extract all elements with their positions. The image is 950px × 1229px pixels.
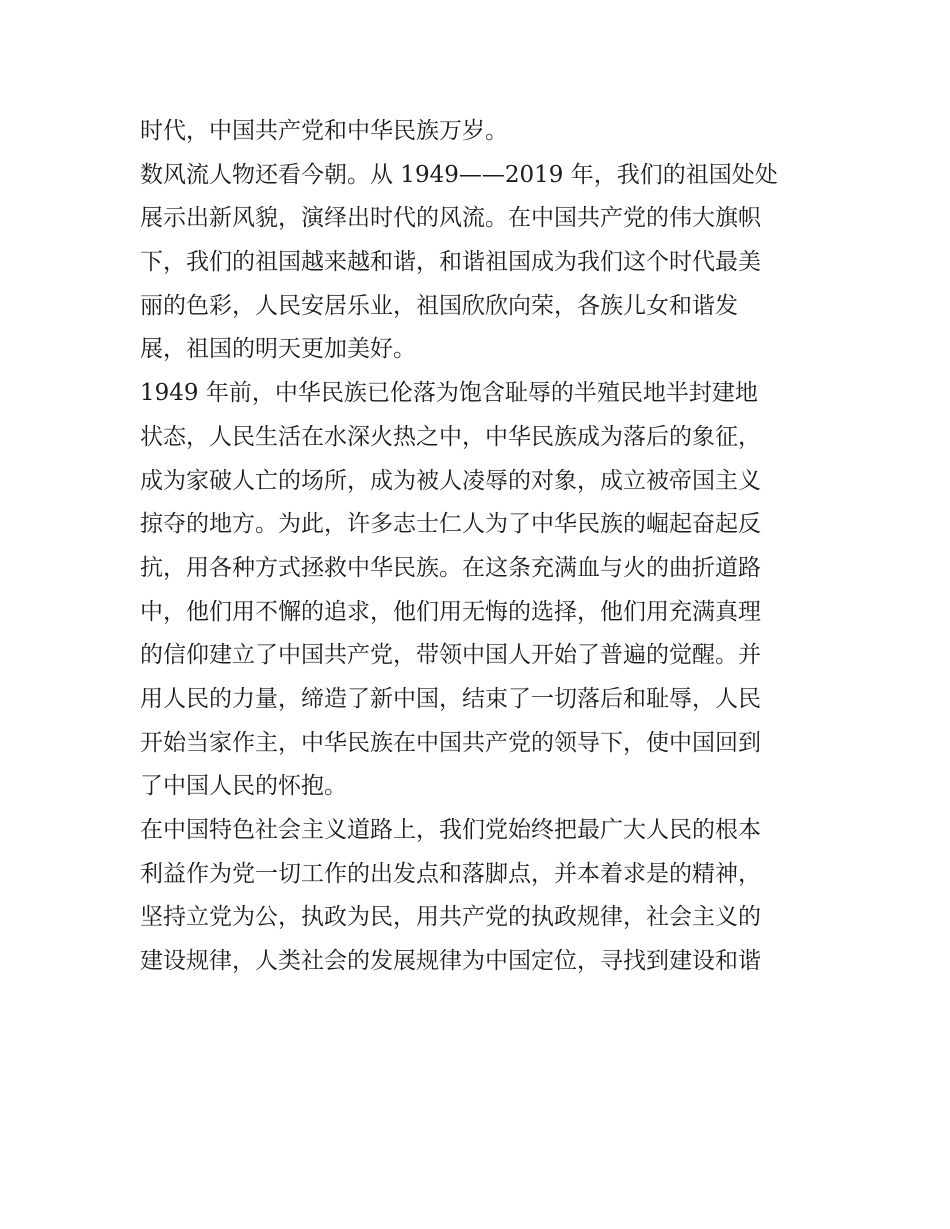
text-line: 掠夺的地方。为此，许多志士仁人为了中华民族的崛起奋起反 xyxy=(140,511,761,538)
text-line: 利益作为党一切工作的出发点和落脚点，并本着求是的精神， xyxy=(140,860,761,887)
text-line: 数风流人物还看今朝。从 1949——2019 年，我们的祖国处处 xyxy=(140,161,778,188)
text-line: 中，他们用不懈的追求，他们用无悔的选择，他们用充满真理 xyxy=(140,598,761,625)
text-line: 下，我们的祖国越来越和谐，和谐祖国成为我们这个时代最美 xyxy=(140,249,761,276)
text-line: 的信仰建立了中国共产党，带领中国人开始了普遍的觉醒。并 xyxy=(140,642,761,669)
text-line: 开始当家作主，中华民族在中国共产党的领导下，使中国回到 xyxy=(140,729,761,756)
text-line: 抗，用各种方式拯救中华民族。在这条充满血与火的曲折道路 xyxy=(140,554,761,581)
text-line: 展，祖国的明天更加美好。 xyxy=(140,336,416,363)
text-line: 建设规律，人类社会的发展规律为中国定位，寻找到建设和谐 xyxy=(140,948,761,975)
text-line: 用人民的力量，缔造了新中国，结束了一切落后和耻辱，人民 xyxy=(140,685,761,712)
text-line: 展示出新风貌，演绎出时代的风流。在中国共产党的伟大旗帜 xyxy=(140,205,761,232)
text-line: 时代，中国共产党和中华民族万岁。 xyxy=(140,118,508,144)
body-text xyxy=(140,110,820,984)
text-line: 状态，人民生活在水深火热之中，中华民族成为落后的象征， xyxy=(140,423,761,450)
text-line: 了中国人民的怀抱。 xyxy=(140,773,347,800)
text-line: 在中国特色社会主义道路上，我们党始终把最广大人民的根本 xyxy=(140,817,761,843)
text-line: 丽的色彩，人民安居乐业，祖国欣欣向荣，各族儿女和谐发 xyxy=(140,292,738,319)
text-line: 1949 年前，中华民族已伦落为饱含耻辱的半殖民地半封建地 xyxy=(140,380,758,407)
text-line: 坚持立党为公，执政为民，用共产党的执政规律，社会主义的 xyxy=(140,904,761,931)
text-line: 成为家破人亡的场所，成为被人凌辱的对象，成立被帝国主义 xyxy=(140,467,761,494)
